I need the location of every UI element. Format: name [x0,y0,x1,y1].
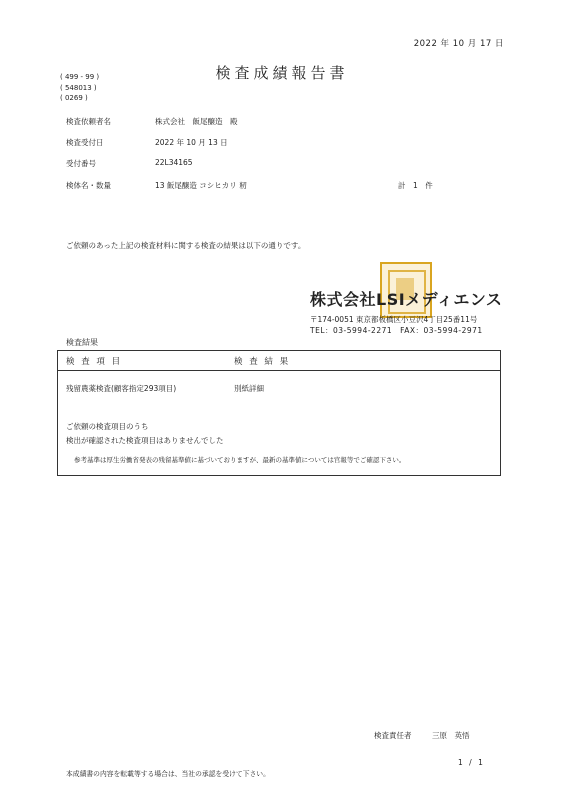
company-name: 株式会社LSIメディエンス [310,290,503,309]
results-table-header [58,351,500,371]
results-table [57,350,501,476]
received-value: 2022 年 10 月 13 日 [155,138,228,147]
company-tel: TEL：03-5994-2271 FAX：03-5994-2971 [310,326,483,335]
sample-value: 13 飯尾醸造 コシヒカリ 籾 [155,181,247,190]
quantity-value: 計 1 件 [398,181,433,190]
report-title: 検査成績報告書 [215,64,349,82]
responsible-name: 三原 英悟 [432,731,470,740]
client-label: 検査依頼者名 [66,117,111,126]
header-result: 検 査 結 果 [234,357,291,367]
note-line-2: 検出が確認された検査項目はありませんでした [66,436,224,445]
received-label: 検査受付日 [66,138,104,147]
results-section-title: 検査結果 [66,338,98,347]
client-value: 株式会社 飯尾醸造 殿 [155,117,238,126]
number-label: 受付番号 [66,159,96,168]
number-value: 22L34165 [155,158,193,167]
test-item: 残留農薬検査(顧客指定293項目) [66,384,177,393]
note-line-3: 参考基準は厚生労働省発表の残留基準値に基づいておりますが、最新の基準値については官報等でご確認下さい。 [74,456,406,464]
company-address: 〒174-0051 東京都板橋区小豆沢4丁目25番11号 [310,315,478,324]
footer-note: 本成績書の内容を転載等する場合は、当社の承認を受けて下さい。 [66,770,270,778]
result-statement: ご依頼のあった上記の検査材料に関する検査の結果は以下の通りです。 [66,241,306,250]
report-date: 2022 年 10 月 17 日 [413,39,504,49]
header-item: 検 査 項 目 [66,357,123,367]
code-line-3: ( 0269 ) [60,94,88,102]
code-line-2: ( 548013 ) [60,83,97,92]
responsible-label: 検査責任者 [374,731,412,740]
note-line-1: ご依頼の検査項目のうち [66,422,149,431]
page-number: 1 / 1 [458,758,485,767]
test-result: 別紙詳細 [234,384,264,393]
code-line-1: ( 499 - 99 ) [60,73,100,81]
reference-codes [60,72,99,104]
sample-label: 検体名・数量 [66,181,111,190]
